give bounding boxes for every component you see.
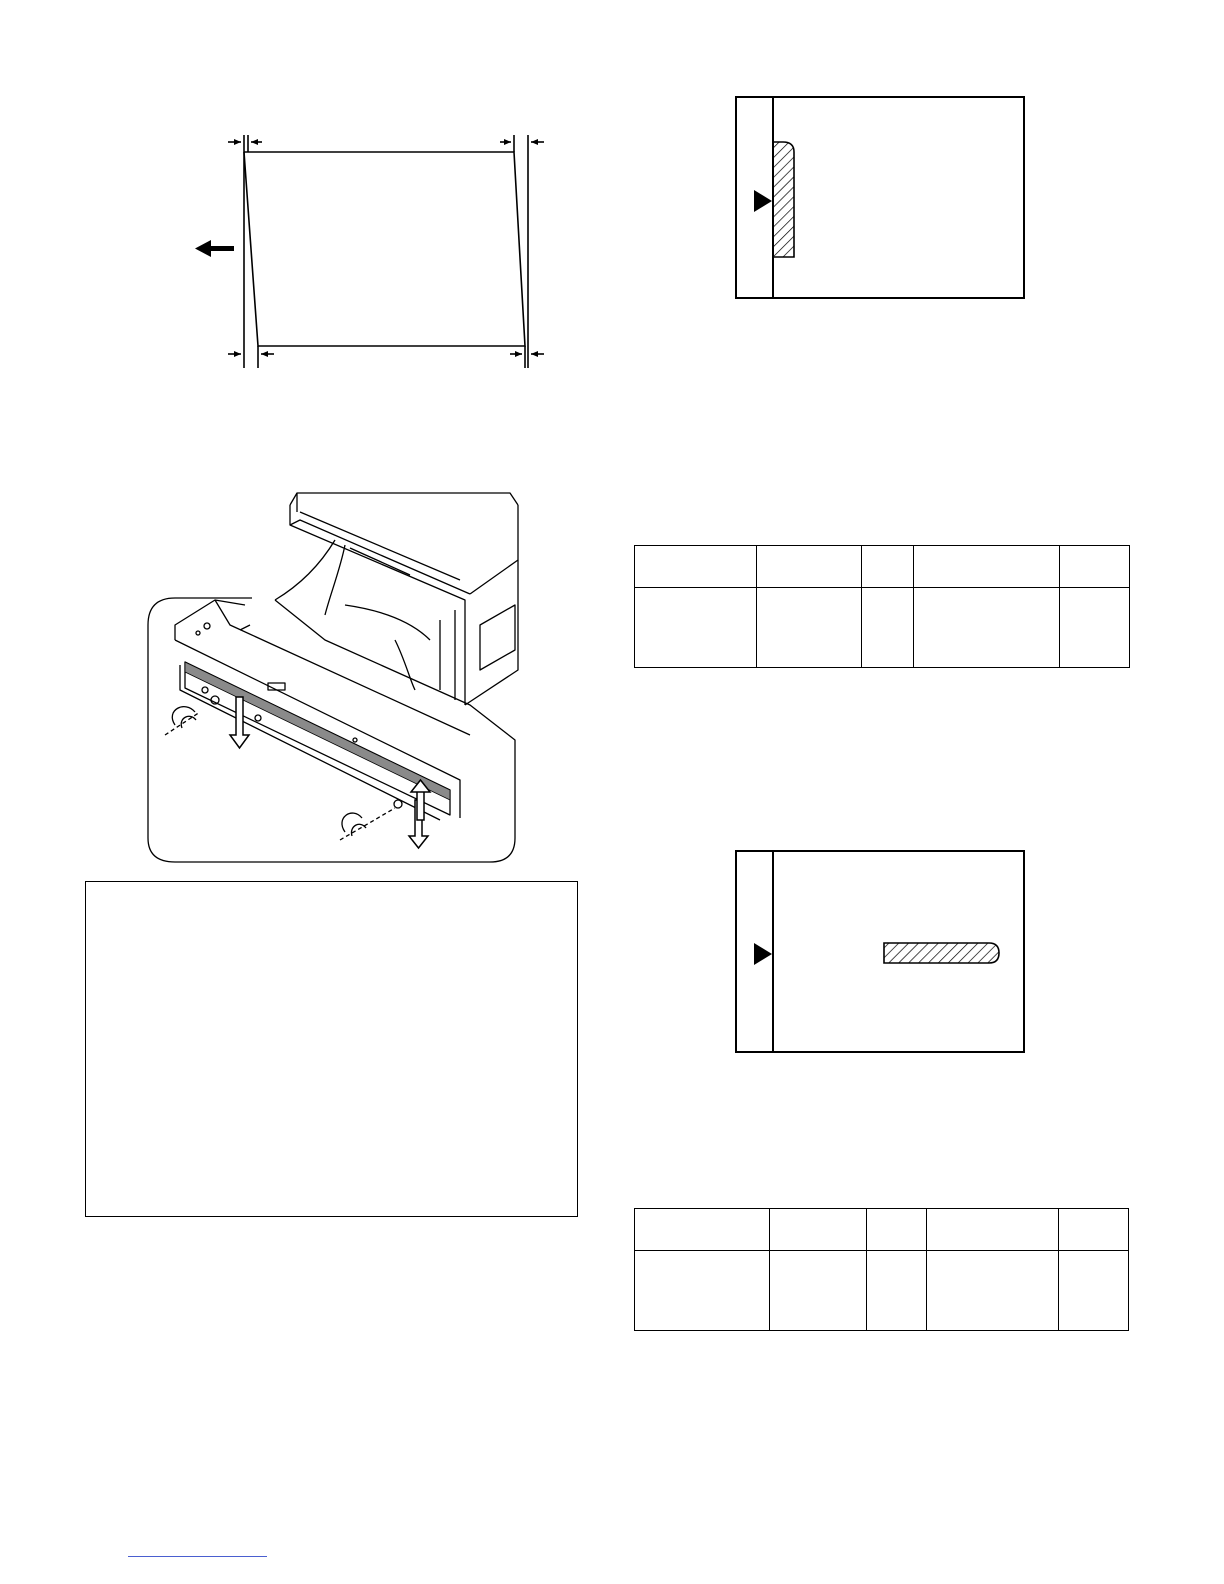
- table-2-cell: [770, 1251, 867, 1331]
- footer-link[interactable]: [128, 1556, 267, 1557]
- table-1-header-cell: [1060, 546, 1130, 588]
- feed-marker-icon: [754, 190, 772, 212]
- table-1-header-cell: [635, 546, 757, 588]
- print-sample-horizontal: [734, 849, 1026, 1054]
- table-2-header-cell: [635, 1209, 770, 1251]
- table-1-header-cell: [757, 546, 862, 588]
- table-2-header-cell: [1059, 1209, 1129, 1251]
- table-1-header-cell: [914, 546, 1060, 588]
- table-2-header-cell: [770, 1209, 867, 1251]
- table-1-cell: [757, 588, 862, 668]
- table-2-cell: [867, 1251, 927, 1331]
- adjustment-table-2: [634, 1208, 1129, 1331]
- table-1-cell: [1060, 588, 1130, 668]
- table-1-cell: [635, 588, 757, 668]
- print-sample-vertical: [734, 95, 1026, 300]
- table-2-header-cell: [927, 1209, 1059, 1251]
- table-2-cell: [927, 1251, 1059, 1331]
- table-1-header-cell: [862, 546, 914, 588]
- note-box: [85, 881, 578, 1217]
- table-2-header-cell: [867, 1209, 927, 1251]
- table-1-cell: [914, 588, 1060, 668]
- feed-marker-icon: [754, 943, 772, 965]
- adjustment-table-1: [634, 545, 1130, 668]
- scanner-unit-adjustment: [145, 488, 525, 868]
- skew-diagram: [190, 130, 550, 390]
- table-2-cell: [635, 1251, 770, 1331]
- table-2-cell: [1059, 1251, 1129, 1331]
- table-1-cell: [862, 588, 914, 668]
